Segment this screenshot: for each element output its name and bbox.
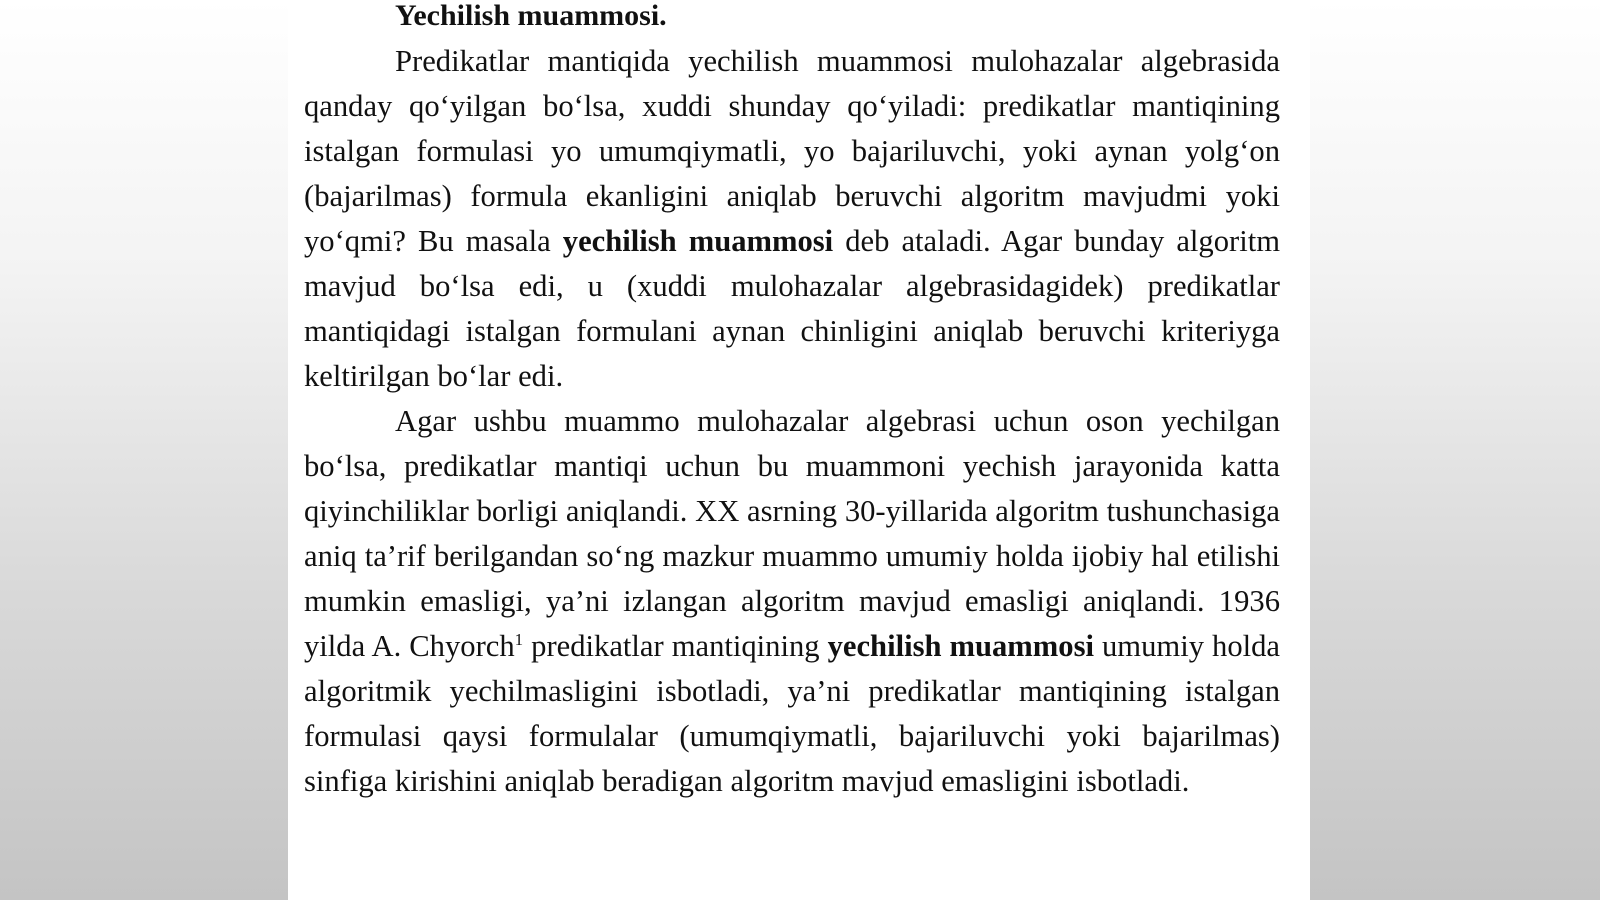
paragraph-church-theorem <box>304 399 1280 804</box>
paragraph-text: Predikatlar mantiqida yechilish muammosi mulohazalar algebrasida qanday qo‘yilgan bo‘lsa, xuddi shunday qo‘yiladi: predikatlar mantiqining istalgan formulasi yo umumqiymatli, yo bajariluvchi, yoki aynan yolg‘on (bajarilmas) formula ekanligini aniqlab beruvchi algoritm mavjudmi yoki yo‘qmi? Bu masala <box>304 44 1280 258</box>
paragraph-text: deb ataladi. Agar bunday algoritm mavjud bo‘lsa edi, u (xuddi mulohazalar algebrasidagidek) predikatlar mantiqidagi istalgan formulani aynan chinligini aniqlab beruvchi kriteriyga keltirilgan bo‘lar edi. <box>304 224 1280 393</box>
section-heading: Yechilish muammosi. <box>395 0 667 32</box>
document-page <box>288 0 1310 900</box>
footnote-marker[interactable]: 1 <box>514 629 524 649</box>
bold-term: yechilish muammosi <box>827 629 1094 663</box>
paragraph-text: predikatlar mantiqining <box>523 629 828 663</box>
bold-term: yechilish muammosi <box>562 224 834 258</box>
paragraph-text: umumiy holda algoritmik yechilmasligini isbotladi, ya’ni predikatlar mantiqining istalgan formulasi qaysi formulalar (umumqiymatli, bajariluvchi yoki bajarilmas) sinfiga kirishini aniqlab beradigan algoritm mavjud emasligini isbotladi. <box>304 629 1280 798</box>
paragraph-text: Agar ushbu muammo mulohazalar algebrasi uchun oson yechilgan bo‘lsa, predikatlar mantiqi uchun bu muammoni yechish jarayonida katta qiyinchiliklar borligi aniqlandi. XX asrning 30-yillarida algoritm tushunchasiga aniq ta’rif berilgandan so‘ng mazkur muammo umumiy holda ijobiy hal etilishi mumkin emasligi, ya’ni izlangan algoritm mavjud emasligi aniqlandi. 1936 yilda A. Chyorch <box>304 404 1280 663</box>
paragraph-decision-problem <box>304 39 1280 399</box>
